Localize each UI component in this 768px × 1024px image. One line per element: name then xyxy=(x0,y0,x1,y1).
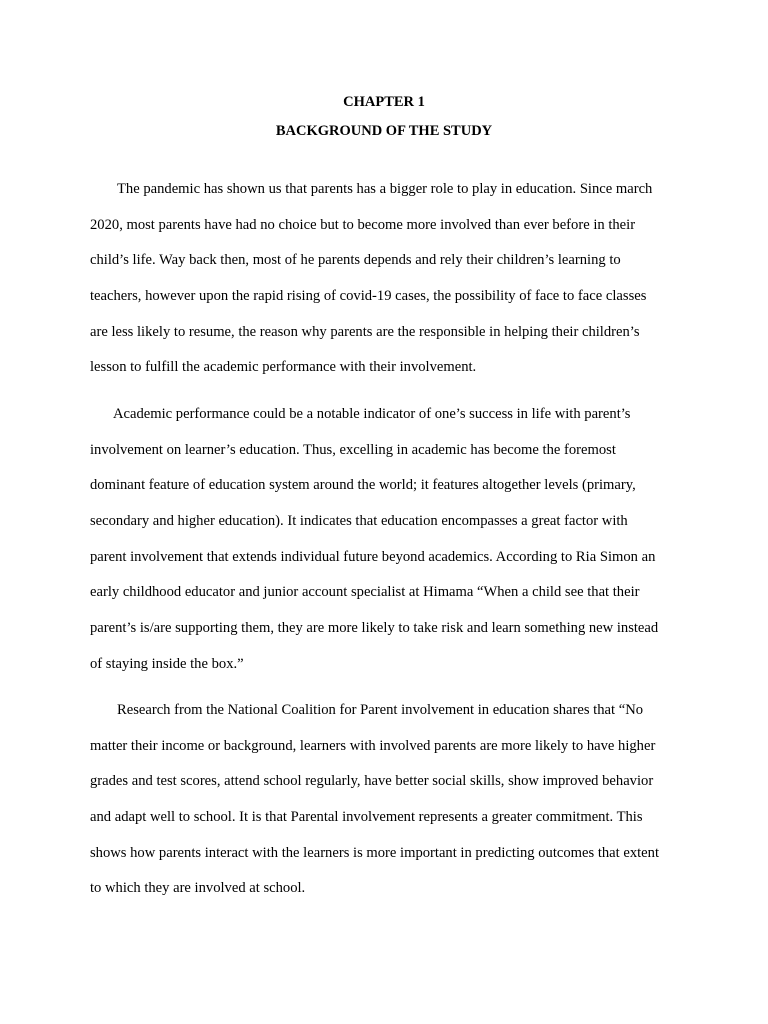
paragraph-3 xyxy=(90,693,682,907)
paragraph-line: are less likely to resume, the reason why parents are the responsible in helping their children’s xyxy=(90,323,640,340)
paragraph-line: involvement on learner’s education. Thus, excelling in academic has become the foremost xyxy=(90,441,616,458)
paragraph-line: parent’s is/are supporting them, they are more likely to take risk and learn something new instead xyxy=(90,620,659,637)
paragraph-line: of staying inside the box.” xyxy=(90,655,244,672)
paragraph-line: The pandemic has shown us that parents has a bigger role to play in education. Since march xyxy=(117,181,653,197)
paragraph-line: dominant feature of education system around the world; it features altogether levels (primary, xyxy=(90,477,636,494)
paragraph-line: shows how parents interact with the learners is more important in predicting outcomes that extent xyxy=(90,844,660,861)
paragraph-line: early childhood educator and junior account specialist at Himama “When a child see that their xyxy=(90,584,640,601)
paragraph-line: parent involvement that extends individual future beyond academics. According to Ria Simon an xyxy=(90,548,656,565)
paragraph-2 xyxy=(90,397,682,683)
paragraph-1 xyxy=(90,172,682,386)
paragraph-line: 2020, most parents have had no choice but to become more involved than ever before in their xyxy=(90,216,636,233)
section-title: BACKGROUND OF THE STUDY xyxy=(275,123,493,139)
paragraph-line: Academic performance could be a notable indicator of one’s success in life with parent’s xyxy=(113,406,631,422)
paragraph-line: secondary and higher education). It indicates that education encompasses a great factor with xyxy=(90,513,628,530)
paragraph-line: and adapt well to school. It is that Parental involvement represents a greater commitment. This xyxy=(90,809,643,826)
chapter-heading: CHAPTER 1 xyxy=(343,94,425,110)
paragraph-line: teachers, however upon the rapid rising of covid-19 cases, the possibility of face to face classes xyxy=(90,288,647,305)
paragraph-line: grades and test scores, attend school regularly, have better social skills, show improved behavior xyxy=(90,773,654,790)
paragraph-line: to which they are involved at school. xyxy=(90,880,306,897)
paragraph-line: matter their income or background, learners with involved parents are more likely to have higher xyxy=(90,737,656,754)
paragraph-line: child’s life. Way back then, most of he parents depends and rely their children’s learning to xyxy=(90,252,621,269)
paragraph-line: Research from the National Coalition for Parent involvement in education shares that “No xyxy=(117,702,644,718)
paragraph-line: lesson to fulfill the academic performance with their involvement. xyxy=(90,359,477,376)
